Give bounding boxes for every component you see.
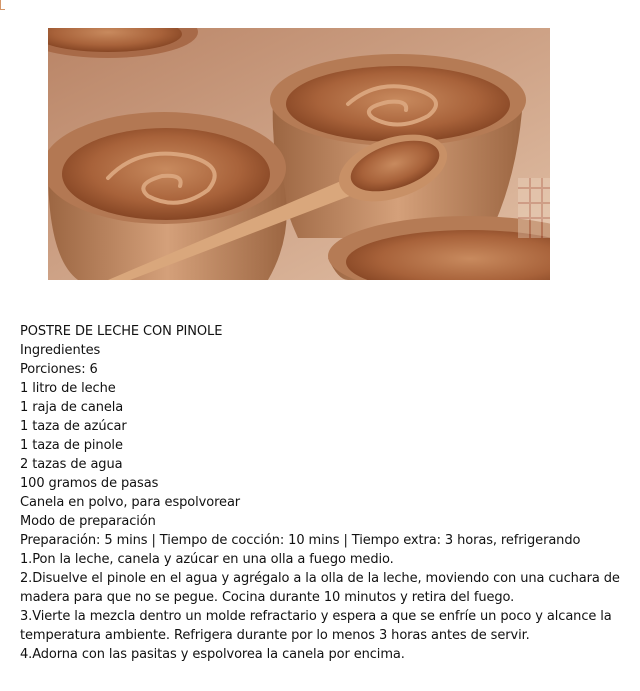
recipe-title: POSTRE DE LECHE CON PINOLE	[20, 324, 223, 339]
step-item: 4.Adorna con las pasitas y espolvorea la canela por encima.	[20, 647, 405, 662]
dessert-photo	[48, 28, 550, 280]
ingredient-item: Canela en polvo, para espolvorear	[20, 495, 241, 510]
ingredient-item: 1 taza de azúcar	[20, 419, 127, 434]
checkered-cloth	[518, 178, 550, 238]
dulce-de-leche-pots-illustration	[48, 28, 550, 280]
corner-mark	[0, 0, 5, 10]
method-heading: Modo de preparación	[20, 514, 156, 529]
ingredient-item: 2 tazas de agua	[20, 457, 123, 472]
steps-list	[20, 550, 632, 664]
ingredient-item: 1 raja de canela	[20, 400, 124, 415]
servings: Porciones: 6	[20, 362, 98, 377]
step-item: 3.Vierte la mezcla dentro un molde refractario y espera a que se enfríe un poco y alcance la temperatura ambiente. Refrigera durante por lo menos 3 horas antes de servir.	[20, 609, 612, 643]
step-item: 1.Pon la leche, canela y azúcar en una olla a fuego medio.	[20, 552, 394, 567]
ingredient-item: 1 taza de pinole	[20, 438, 123, 453]
recipe-text	[20, 322, 632, 664]
ingredient-item: 100 gramos de pasas	[20, 476, 159, 491]
ingredients-list	[20, 379, 632, 512]
step-item: 2.Disuelve el pinole en el agua y agrégalo a la olla de la leche, moviendo con una cuchara de madera para que no se pegue. Cocina durante 10 minutos y retira del fuego.	[20, 571, 620, 605]
ingredient-item: 1 litro de leche	[20, 381, 116, 396]
prep-times: Preparación: 5 mins | Tiempo de cocción: 10 mins | Tiempo extra: 3 horas, refrigerando	[20, 533, 581, 548]
ingredients-heading: Ingredientes	[20, 343, 101, 358]
